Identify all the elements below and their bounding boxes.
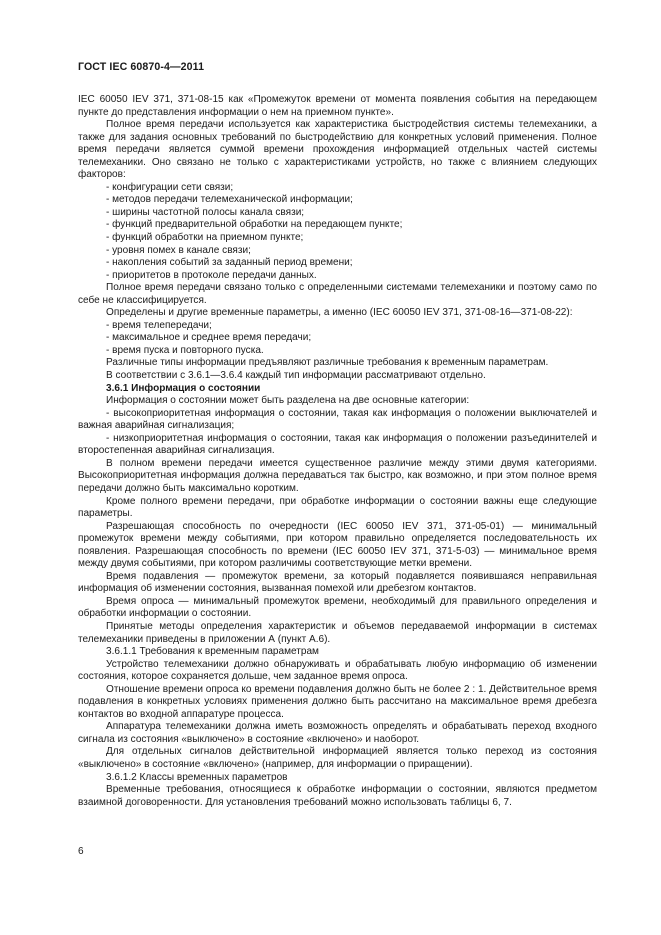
list-item: - уровня помех в канале связи; (106, 244, 251, 256)
list-item: - высокоприоритетная информация о состоянии, такая как информация о положении выключателей и важная аварийная сигнализация; (78, 407, 597, 432)
paragraph: Отношение времени опроса ко времени подавления должно быть не более 2 : 1. Действительное время подавления в конкретных условиях применения должно быть рассчитано на максимальное время дребезга контактов во входной аппаратуре процесса. (78, 683, 597, 720)
paragraph: Кроме полного времени передачи, при обработке информации о состоянии важны еще следующие параметры. (78, 495, 597, 520)
list-item: - функций предварительной обработки на передающем пункте; (106, 219, 403, 231)
list-item: - накопления событий за заданный период времени; (106, 257, 353, 269)
list-item: - конфигурации сети связи; (106, 181, 234, 193)
list-item: - приоритетов в протоколе передачи данных. (106, 269, 317, 281)
paragraph: Время подавления — промежуток времени, за который подавляется появившаяся неправильная информация об изменении состояния, вызванная помехой или дребезгом контактов. (78, 570, 597, 595)
subsection-heading: 3.6.1.2 Классы временных параметров (106, 771, 288, 783)
list-item: - низкоприоритетная информация о состоянии, такая как информация о положении разъединителей и второстепенная аварийная сигнализация. (78, 432, 597, 457)
list-item: - методов передачи телемеханической информации; (106, 194, 353, 206)
paragraph: Время опроса — минимальный промежуток времени, необходимый для правильного определения и обработки информации о состоянии. (78, 595, 597, 620)
paragraph: Принятые методы определения характеристик и объемов передаваемой информации в системах телемеханики приведены в приложении А (пункт А.6). (78, 620, 597, 645)
list-item: - максимальное и среднее время передачи; (106, 332, 312, 344)
paragraph: Полное время передачи связано только с определенными системами телемеханики и поэтому само по себе не классифицируется. (78, 282, 597, 306)
list-item: - время пуска и повторного пуска. (106, 344, 264, 356)
list-item: - время телепередачи; (106, 319, 212, 331)
paragraph: В полном времени передачи имеется существенное различие между этими двумя категориями. Высокоприоритетная информация должна передаваться так быстро, как возможно, и при этом полное время передачи должно быть максимально коротким. (78, 457, 597, 494)
paragraph: Различные типы информации предъявляют различные требования к временным параметрам. (106, 357, 549, 369)
paragraph: Аппаратура телемеханики должна иметь возможность определять и обрабатывать переход входного сигнала из состояния «выключено» в состояние «включено» и наоборот. (78, 721, 597, 745)
paragraph: Для отдельных сигналов действительной информацией является только переход из состояния «выключено» в состояние «включено» (например, для информации о приращении). (78, 746, 597, 770)
paragraph: IEC 60050 IEV 371, 371-08-15 как «Промежуток времени от момента появления события на передающем пункте до представления информации о нем на приемном пункте». (78, 94, 597, 118)
running-header: ГОСТ IEC 60870-4—2011 (78, 61, 205, 73)
body-text (78, 94, 597, 809)
paragraph: В соответствии с 3.6.1—3.6.4 каждый тип информации рассматривают отдельно. (106, 370, 486, 382)
list-item: - ширины частотной полосы канала связи; (106, 206, 305, 218)
section-heading: 3.6.1 Информация о состоянии (106, 382, 261, 394)
paragraph: Определены и другие временные параметры, а именно (IEC 60050 IEV 371, 371-08-16—371-08-22): (106, 307, 573, 319)
paragraph: Полное время передачи используется как характеристика быстродействия системы телемеханики, а также для задания основных требований по быстродействию для конкретных условий применения. Полное время передачи является суммой времени прохождения информацией отдельных частей системы телемеханики. Оно связано не только с характеристиками устройств, но также с влиянием следующих факторов: (78, 119, 597, 181)
paragraph: Разрешающая способность по очередности (IEC 60050 IEV 371, 371-05-01) — минимальный промежуток времени между событиями, при котором правильно определяется последовательность их появления. Разрешающая способность по времени (IEC 60050 IEV 371, 371-5-03) — минимальное время между двумя событиями, при котором различимы соответствующие метки времени. (78, 520, 597, 570)
paragraph: Временные требования, относящиеся к обработке информации о состоянии, являются предметом взаимной договоренности. Для установления требований можно использовать таблицы 6, 7. (78, 784, 597, 808)
list-item: - функций обработки на приемном пункте; (106, 232, 304, 244)
paragraph: Информация о состоянии может быть разделена на две основные категории: (106, 395, 470, 407)
paragraph: Устройство телемеханики должно обнаруживать и обрабатывать любую информацию об изменении состояния, которое сохраняется дольше, чем заданное время опроса. (78, 658, 597, 683)
subsection-heading: 3.6.1.1 Требования к временным параметрам (106, 646, 319, 658)
page-number: 6 (78, 846, 84, 857)
